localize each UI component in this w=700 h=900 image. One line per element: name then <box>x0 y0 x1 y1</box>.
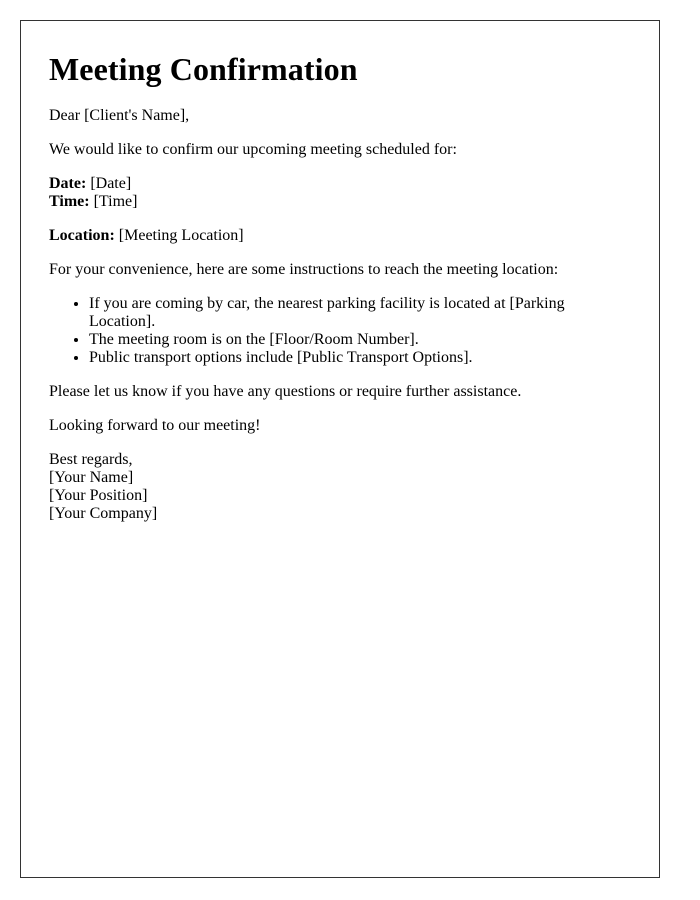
date-value: [Date] <box>90 175 132 192</box>
time-value: [Time] <box>93 193 138 210</box>
list-item: • If you are coming by car, the nearest parking facility is located at [Parking Location]. <box>89 295 609 331</box>
salutation: Dear [Client's Name], <box>49 107 190 124</box>
letter-content <box>49 49 609 539</box>
date-line <box>49 175 609 193</box>
time-line <box>49 193 609 211</box>
letter-page <box>20 20 660 878</box>
location-label: Location: <box>49 227 115 244</box>
intro-paragraph: We would like to confirm our upcoming meeting scheduled for: <box>49 141 457 158</box>
questions-paragraph: Please let us know if you have any questions or require further assistance. <box>49 383 522 400</box>
list-item: • Public transport options include [Public Transport Options]. <box>89 349 609 367</box>
instructions-list <box>49 295 609 367</box>
signoff: Best regards, <box>49 451 133 468</box>
instructions-intro: For your convenience, here are some instructions to reach the meeting location: <box>49 261 559 278</box>
signature-position: [Your Position] <box>49 487 148 504</box>
signature-name: [Your Name] <box>49 469 134 486</box>
date-label: Date: <box>49 175 87 192</box>
time-label: Time: <box>49 193 90 210</box>
closing-line: Looking forward to our meeting! <box>49 417 261 434</box>
signature-block <box>49 451 609 523</box>
list-item: • The meeting room is on the [Floor/Room Number]. <box>89 331 609 349</box>
location-value: [Meeting Location] <box>118 227 244 244</box>
location-line <box>49 227 609 245</box>
letter-title: Meeting Confirmation <box>49 51 358 87</box>
signature-company: [Your Company] <box>49 505 158 522</box>
date-time-block <box>49 175 609 211</box>
